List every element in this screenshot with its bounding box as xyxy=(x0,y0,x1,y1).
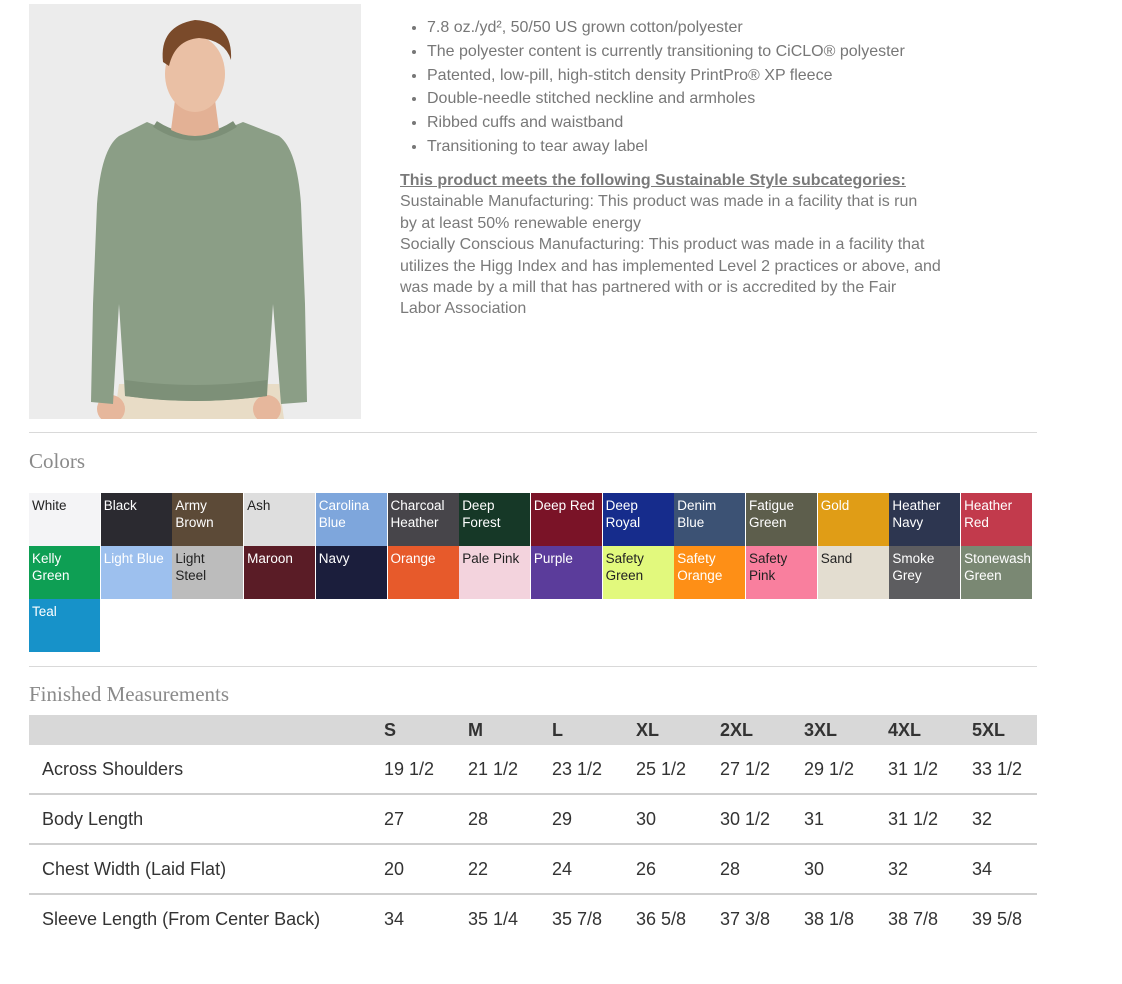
color-swatch-deep-royal: Deep Royal xyxy=(603,493,674,546)
table-cell: 29 1/2 xyxy=(795,745,879,794)
section-divider xyxy=(29,666,1037,667)
size-header: M xyxy=(468,719,483,740)
size-header: 2XL xyxy=(720,719,754,740)
color-swatch-carolina-blue: Carolina Blue xyxy=(316,493,387,546)
sustainability-line: Labor Association xyxy=(400,300,527,318)
color-swatch-safety-green: Safety Green xyxy=(603,546,674,599)
product-photo xyxy=(29,4,361,419)
table-cell: 31 xyxy=(795,794,879,844)
table-row xyxy=(29,745,1037,794)
table-cell: 24 xyxy=(543,844,627,894)
table-cell: 25 1/2 xyxy=(627,745,711,794)
size-header: XL xyxy=(636,719,660,740)
color-swatch-stonewash-green: Stonewash Green xyxy=(961,546,1032,599)
color-swatch-ash: Ash xyxy=(244,493,315,546)
table-cell: 28 xyxy=(459,794,543,844)
sustainability-line: was made by a mill that has partnered with or is accredited by the Fair xyxy=(400,279,897,297)
sustainability-line: utilizes the Higg Index and has implemented Level 2 practices or above, and xyxy=(400,257,941,275)
table-cell: 27 xyxy=(375,794,459,844)
color-swatch-black: Black xyxy=(101,493,172,546)
feature-item: • Transitioning to tear away label xyxy=(427,135,905,159)
sustainability-line: Socially Conscious Manufacturing: This product was made in a facility that xyxy=(400,236,925,254)
color-swatch-heather-red: Heather Red xyxy=(961,493,1032,546)
color-swatch-gold: Gold xyxy=(818,493,889,546)
table-cell: 26 xyxy=(627,844,711,894)
table-cell: 30 xyxy=(627,794,711,844)
color-swatch-smoke-grey: Smoke Grey xyxy=(889,546,960,599)
color-swatch-maroon: Maroon xyxy=(244,546,315,599)
row-label: Sleeve Length (From Center Back) xyxy=(42,908,321,929)
table-cell: 38 7/8 xyxy=(888,908,939,929)
table-row xyxy=(29,844,1037,894)
header-blank xyxy=(29,715,375,745)
table-cell: 19 1/2 xyxy=(375,745,459,794)
colors-title: Colors xyxy=(29,449,86,473)
table-cell: 35 1/4 xyxy=(468,908,519,929)
color-swatch-deep-forest: Deep Forest xyxy=(459,493,530,546)
color-swatch-sand: Sand xyxy=(818,546,889,599)
measurements-table xyxy=(29,715,1037,943)
feature-item: • Double-needle stitched neckline and armholes xyxy=(427,87,905,111)
size-header-row xyxy=(29,715,1037,745)
table-cell: 27 1/2 xyxy=(711,745,795,794)
table-cell: 23 1/2 xyxy=(543,745,627,794)
table-cell: 32 xyxy=(963,794,1037,844)
table-cell: 34 xyxy=(384,908,405,929)
feature-item: • The polyester content is currently transitioning to CiCLO® polyester xyxy=(427,40,905,64)
size-header: 5XL xyxy=(972,719,1006,740)
color-swatch-denim-blue: Denim Blue xyxy=(674,493,745,546)
size-header: 4XL xyxy=(888,719,922,740)
table-cell: 33 1/2 xyxy=(963,745,1037,794)
size-header: L xyxy=(552,719,563,740)
table-cell: 28 xyxy=(711,844,795,894)
row-label: Body Length xyxy=(29,794,375,844)
table-cell: 36 5/8 xyxy=(636,908,687,929)
table-cell: 31 1/2 xyxy=(879,794,963,844)
color-swatch-fatigue-green: Fatigue Green xyxy=(746,493,817,546)
table-cell: 34 xyxy=(963,844,1037,894)
color-swatch-heather-navy: Heather Navy xyxy=(889,493,960,546)
table-cell: 29 xyxy=(543,794,627,844)
feature-item: • Ribbed cuffs and waistband xyxy=(427,111,905,135)
table-cell: 39 5/8 xyxy=(972,908,1023,929)
table-cell: 20 xyxy=(375,844,459,894)
measurements-title: Finished Measurements xyxy=(29,682,230,706)
sustainability-title: This product meets the following Sustainable Style subcategories: xyxy=(400,172,906,189)
table-cell: 38 1/8 xyxy=(804,908,855,929)
color-swatch-deep-red: Deep Red xyxy=(531,493,602,546)
table-row xyxy=(29,894,1037,943)
size-header: S xyxy=(384,719,397,740)
color-swatch-kelly-green: Kelly Green xyxy=(29,546,100,599)
color-swatch-light-steel: Light Steel xyxy=(172,546,243,599)
section-divider xyxy=(29,432,1037,433)
table-cell: 31 1/2 xyxy=(879,745,963,794)
table-cell: 32 xyxy=(879,844,963,894)
color-swatch-safety-orange: Safety Orange xyxy=(674,546,745,599)
color-swatch-light-blue: Light Blue xyxy=(101,546,172,599)
table-cell: 30 1/2 xyxy=(711,794,795,844)
sustainability-block xyxy=(400,170,1000,320)
row-label: Across Shoulders xyxy=(29,745,375,794)
color-swatch-white: White xyxy=(29,493,100,546)
color-swatch-navy: Navy xyxy=(316,546,387,599)
size-header: 3XL xyxy=(804,719,838,740)
sweatshirt-model-illustration xyxy=(29,4,361,419)
color-swatch-charcoal-heather: Charcoal Heather xyxy=(388,493,459,546)
color-swatch-teal: Teal xyxy=(29,599,100,652)
table-cell: 30 xyxy=(795,844,879,894)
sustainability-line: Sustainable Manufacturing: This product was made in a facility that is run xyxy=(400,193,918,211)
color-swatch-safety-pink: Safety Pink xyxy=(746,546,817,599)
table-cell: 22 xyxy=(459,844,543,894)
feature-list xyxy=(400,16,905,159)
color-swatch-purple: Purple xyxy=(531,546,602,599)
color-swatch-orange: Orange xyxy=(388,546,459,599)
row-label: Chest Width (Laid Flat) xyxy=(29,844,375,894)
feature-item: • Patented, low-pill, high-stitch density PrintPro® XP fleece xyxy=(427,64,905,88)
color-swatch-pale-pink: Pale Pink xyxy=(459,546,530,599)
sustainability-line: by at least 50% renewable energy xyxy=(400,214,642,232)
table-cell: 35 7/8 xyxy=(552,908,603,929)
table-cell: 37 3/8 xyxy=(720,908,771,929)
table-cell: 21 1/2 xyxy=(459,745,543,794)
color-swatch-army-brown: Army Brown xyxy=(172,493,243,546)
table-row xyxy=(29,794,1037,844)
feature-item: • 7.8 oz./yd², 50/50 US grown cotton/polyester xyxy=(427,16,905,40)
